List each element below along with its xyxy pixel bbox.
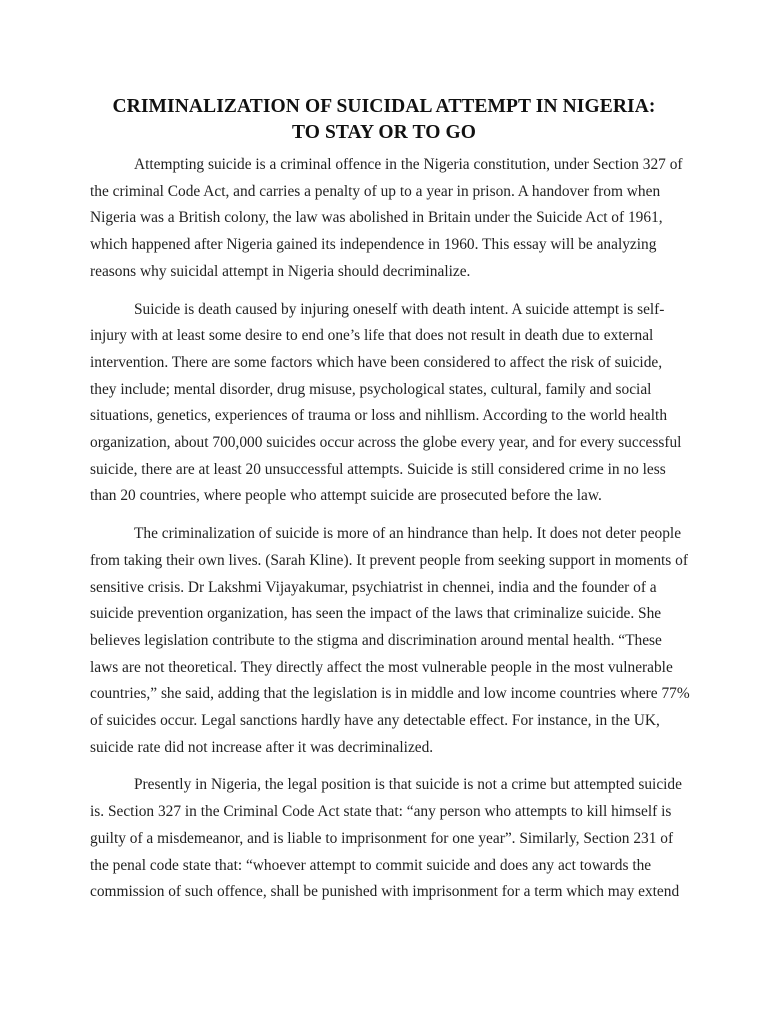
paragraph-1 xyxy=(90,152,690,286)
paragraph-line: is. Section 327 in the Criminal Code Act state that: “any person who attempts to kill himself is xyxy=(90,803,672,821)
paragraph-line: Attempting suicide is a criminal offence in the Nigeria constitution, under Section 327 of xyxy=(134,156,683,173)
paragraph-line: suicide rate did not increase after it was decriminalized. xyxy=(90,738,434,756)
paragraph-line: of suicides occur. Legal sanctions hardly have any detectable effect. For instance, in the UK, xyxy=(90,712,660,730)
paragraph-line: than 20 countries, where people who attempt suicide are prosecuted before the law. xyxy=(90,487,602,505)
paragraph-line: suicide, there are at least 20 unsuccessful attempts. Suicide is still considered crime in no less xyxy=(90,460,666,478)
paragraph-line: believes legislation contribute to the stigma and discrimination around mental health. “These xyxy=(90,631,662,649)
paragraph-2 xyxy=(90,297,690,511)
paragraph-line: suicide prevention organization, has seen the impact of the laws that criminalize suicide. She xyxy=(90,605,662,623)
paragraph-line: The criminalization of suicide is more of an hindrance than help. It does not deter people xyxy=(134,525,682,543)
paragraph-line: the penal code state that: “whoever attempt to commit suicide and does any act towards the xyxy=(90,856,652,874)
paragraph-line: commission of such offence, shall be punished with imprisonment for a term which may extend xyxy=(90,883,680,901)
paragraph-line: guilty of a misdemeanor, and is liable to imprisonment for one year”. Similarly, Section 231 of xyxy=(90,829,674,847)
title-line-2: TO STAY OR TO GO xyxy=(291,122,477,143)
paragraph-line: they include; mental disorder, drug misuse, psychological states, cultural, family and social xyxy=(90,380,652,398)
paragraph-line: the criminal Code Act, and carries a penalty of up to a year in prison. A handover from when xyxy=(90,182,661,200)
document-body xyxy=(90,152,690,917)
paragraph-line: situations, genetics, experiences of trauma or loss and nihllism. According to the world health xyxy=(90,407,668,425)
document-title xyxy=(60,94,708,146)
paragraph-line: sensitive crisis. Dr Lakshmi Vijayakumar, psychiatrist in chennei, india and the founder of a xyxy=(90,578,657,596)
paragraph-line: Nigeria was a British colony, the law was abolished in Britain under the Suicide Act of 1961, xyxy=(90,209,663,227)
paragraph-line: organization, about 700,000 suicides occur across the globe every year, and for every successful xyxy=(90,434,682,452)
title-line-1: CRIMINALIZATION OF SUICIDAL ATTEMPT IN NIGERIA: xyxy=(112,96,656,117)
paragraph-line: from taking their own lives. (Sarah Kline). It prevent people from seeking support in moments of xyxy=(90,551,688,569)
paragraph-line: Presently in Nigeria, the legal position is that suicide is not a crime but attempted suicide xyxy=(134,776,682,794)
paragraph-3 xyxy=(90,521,690,761)
paragraph-line: laws are not theoretical. They directly affect the most vulnerable people in the most vulnerable xyxy=(90,658,673,676)
paragraph-line: countries,” she said, adding that the legislation is in middle and low income countries where 77% xyxy=(90,685,690,703)
paragraph-4 xyxy=(90,772,690,906)
paragraph-line: reasons why suicidal attempt in Nigeria should decriminalize. xyxy=(90,262,471,280)
paragraph-line: Suicide is death caused by injuring oneself with death intent. A suicide attempt is self- xyxy=(134,300,665,318)
paragraph-line: which happened after Nigeria gained its independence in 1960. This essay will be analyzing xyxy=(90,236,657,254)
paragraph-line: intervention. There are some factors which have been considered to affect the risk of suicide, xyxy=(90,353,663,371)
paragraph-line: injury with at least some desire to end one’s life that does not result in death due to external xyxy=(90,327,654,345)
